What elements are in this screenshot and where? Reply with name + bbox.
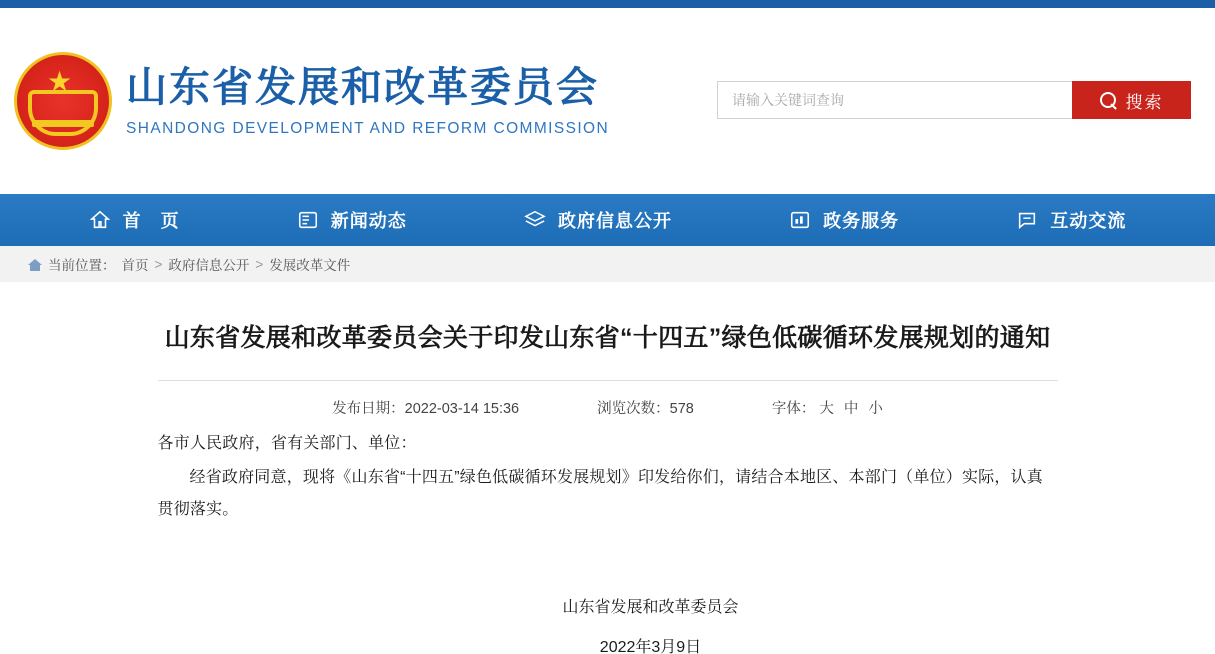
nav-item-interaction[interactable]: [1006, 207, 1136, 233]
breadcrumb-item-home[interactable]: 首页: [121, 258, 149, 273]
nav-label: 新闻动态: [330, 211, 407, 231]
home-icon: [28, 258, 42, 271]
font-size-medium[interactable]: 中: [843, 400, 859, 417]
home-icon: [89, 209, 111, 231]
publish-date: [332, 397, 519, 418]
breadcrumb-item-gov-info[interactable]: 政府信息公开: [168, 258, 250, 273]
publish-date-label: 发布日期：: [332, 400, 405, 417]
publish-date-value: 2022-03-14 15:36: [404, 400, 520, 417]
article-paragraph: 经省政府同意，现将《山东省“十四五”绿色低碳循环发展规划》印发给你们，请结合本地区、本部门（单位）实际，认真贯彻落实。: [157, 468, 1043, 518]
font-size-control: [772, 397, 883, 418]
nav-item-news[interactable]: [287, 207, 417, 233]
article-signature-block: [158, 588, 1058, 654]
site-header: [0, 8, 1215, 194]
font-size-small[interactable]: 小: [868, 400, 883, 417]
chat-icon: [1016, 209, 1038, 231]
top-accent-bar: [0, 0, 1215, 8]
breadcrumb-separator: >: [255, 256, 264, 272]
breadcrumb-prefix: 当前位置：: [48, 258, 116, 273]
article-paragraph: 各市人民政府，省有关部门、单位：: [157, 434, 417, 452]
view-count: [597, 397, 694, 418]
nav-label: 互动交流: [1050, 211, 1127, 231]
search-button[interactable]: [1072, 81, 1191, 119]
article-meta: [158, 381, 1058, 428]
site-title-cn: 山东省发展和改革委员会: [126, 64, 599, 111]
view-count-value: 578: [669, 400, 694, 417]
nav-item-home[interactable]: [79, 207, 190, 233]
breadcrumb-separator: >: [154, 256, 163, 272]
breadcrumb: [0, 246, 1215, 282]
site-brand[interactable]: [14, 52, 609, 150]
search-button-label: 搜索: [1125, 92, 1164, 112]
nav-label: 政务服务: [823, 211, 900, 231]
nav-item-gov-info[interactable]: [514, 207, 682, 233]
nav-item-gov-service[interactable]: [779, 207, 909, 233]
signature-organization: 山东省发展和改革委员会: [562, 598, 739, 616]
search-input[interactable]: [717, 81, 1072, 119]
font-size-label: 字体：: [771, 400, 816, 417]
site-title-en: SHANDONG DEVELOPMENT AND REFORM COMMISSION: [126, 119, 610, 137]
page-title: 山东省发展和改革委员会关于印发山东省“十四五”绿色低碳循环发展规划的通知: [158, 314, 1058, 381]
font-size-large[interactable]: 大: [819, 400, 834, 417]
nav-label: 首 页: [122, 211, 180, 231]
layers-icon: [524, 209, 546, 231]
news-icon: [297, 209, 319, 231]
article: [158, 282, 1058, 654]
search-icon: [1100, 92, 1117, 109]
breadcrumb-item-current[interactable]: 发展改革文件: [269, 258, 351, 273]
signature-date: 2022年3月9日: [599, 638, 702, 654]
view-count-label: 浏览次数：: [597, 400, 670, 417]
chart-icon: [789, 209, 811, 231]
search-box: [717, 81, 1191, 119]
article-body: [158, 428, 1058, 526]
main-nav: [0, 194, 1215, 246]
nav-label: 政府信息公开: [557, 211, 672, 231]
national-emblem-icon: ★: [14, 52, 112, 150]
